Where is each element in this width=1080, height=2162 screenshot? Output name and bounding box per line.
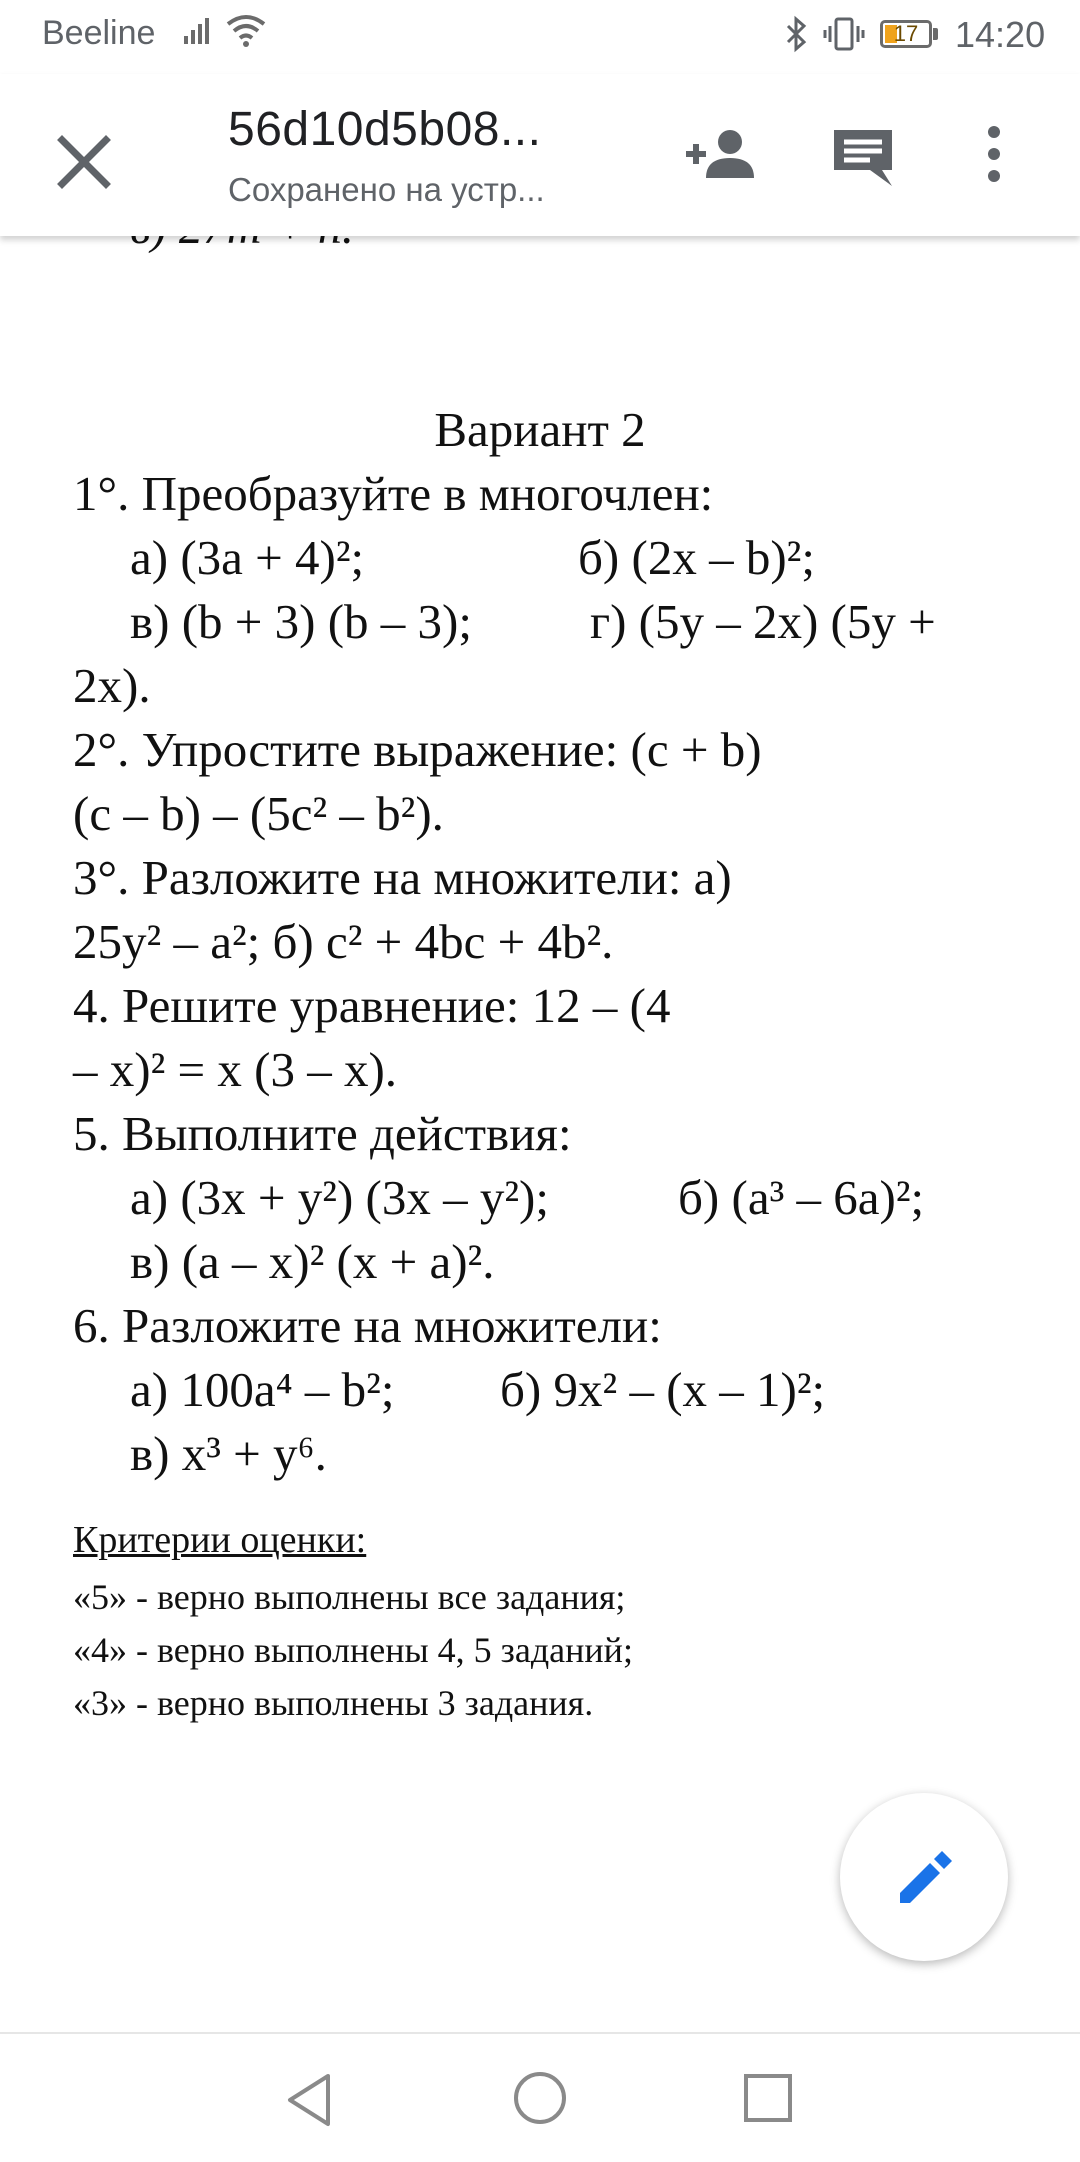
task-6c: в) x³ + y⁶. bbox=[130, 1426, 327, 1481]
share-button[interactable] bbox=[682, 126, 758, 191]
add-person-icon bbox=[682, 126, 758, 186]
clock: 14:20 bbox=[955, 14, 1046, 55]
vibrate-icon bbox=[822, 16, 866, 52]
navigation-bar bbox=[0, 2032, 1080, 2162]
task-4-expr: – x)² = x (3 – x). bbox=[73, 1042, 398, 1097]
criteria-3: «3» - верно выполнены 3 задания. bbox=[73, 1683, 594, 1723]
task-4-heading: 4. Решите уравнение: 12 – (4 bbox=[73, 978, 671, 1033]
task-3-expr: 25y² – a²; б) c² + 4bc + 4b². bbox=[73, 914, 614, 969]
task-2-heading: 2°. Упростите выражение: (c + b) bbox=[73, 722, 762, 777]
app-bar bbox=[0, 74, 1080, 236]
task-1-heading: 1°. Преобразуйте в многочлен: bbox=[73, 466, 714, 521]
task-1d: г) (5y – 2x) (5y + bbox=[590, 594, 936, 649]
save-status: Сохранено на устр... bbox=[228, 171, 545, 208]
criteria-4: «4» - верно выполнены 4, 5 заданий; bbox=[73, 1630, 633, 1670]
criteria-heading: Критерии оценки: bbox=[73, 1519, 367, 1561]
variant-title: Вариант 2 bbox=[434, 402, 646, 457]
task-1b: б) (2x – b)²; bbox=[578, 530, 815, 585]
battery-tip bbox=[933, 28, 938, 40]
task-2-expr: (c – b) – (5c² – b²). bbox=[73, 786, 444, 841]
bluetooth-icon bbox=[784, 16, 810, 52]
task-1d-cont: 2x). bbox=[73, 658, 151, 713]
home-icon[interactable] bbox=[512, 2070, 568, 2126]
task-5-heading: 5. Выполните действия: bbox=[73, 1106, 572, 1161]
close-icon bbox=[46, 124, 122, 200]
carrier-name: Beeline bbox=[42, 14, 156, 52]
wifi-icon bbox=[226, 14, 266, 48]
status-bar bbox=[0, 0, 1080, 74]
criteria-5: «5» - верно выполнены все задания; bbox=[73, 1577, 626, 1617]
document-title: 56d10d5b08... bbox=[228, 103, 542, 156]
task-6-heading: 6. Разложите на множители: bbox=[73, 1298, 662, 1353]
comment-icon bbox=[830, 126, 896, 190]
task-6a: а) 100a⁴ – b²; bbox=[130, 1362, 395, 1417]
more-options-button[interactable] bbox=[984, 124, 1004, 189]
edit-icon bbox=[892, 1845, 956, 1909]
edit-fab-button[interactable] bbox=[840, 1793, 1008, 1961]
more-vert-icon bbox=[984, 124, 1004, 184]
back-icon[interactable] bbox=[284, 2072, 334, 2128]
document-page[interactable] bbox=[0, 236, 1080, 2032]
task-5b: б) (a³ – 6a)²; bbox=[678, 1170, 925, 1225]
task-6b: б) 9x² – (x – 1)²; bbox=[500, 1362, 826, 1417]
task-5a: а) (3x + y²) (3x – y²); bbox=[130, 1170, 549, 1225]
recents-icon[interactable] bbox=[742, 2072, 794, 2124]
task-5c: в) (a – x)² (x + a)². bbox=[130, 1234, 495, 1289]
battery-level: 17 bbox=[893, 21, 919, 46]
comment-button[interactable] bbox=[830, 126, 896, 195]
task-1a: а) (3a + 4)²; bbox=[130, 530, 365, 585]
close-button[interactable] bbox=[46, 124, 122, 200]
signal-icon bbox=[182, 14, 216, 46]
task-1c: в) (b + 3) (b – 3); bbox=[130, 594, 472, 649]
title-block bbox=[228, 102, 545, 209]
task-3-heading: 3°. Разложите на множители: а) bbox=[73, 850, 732, 905]
